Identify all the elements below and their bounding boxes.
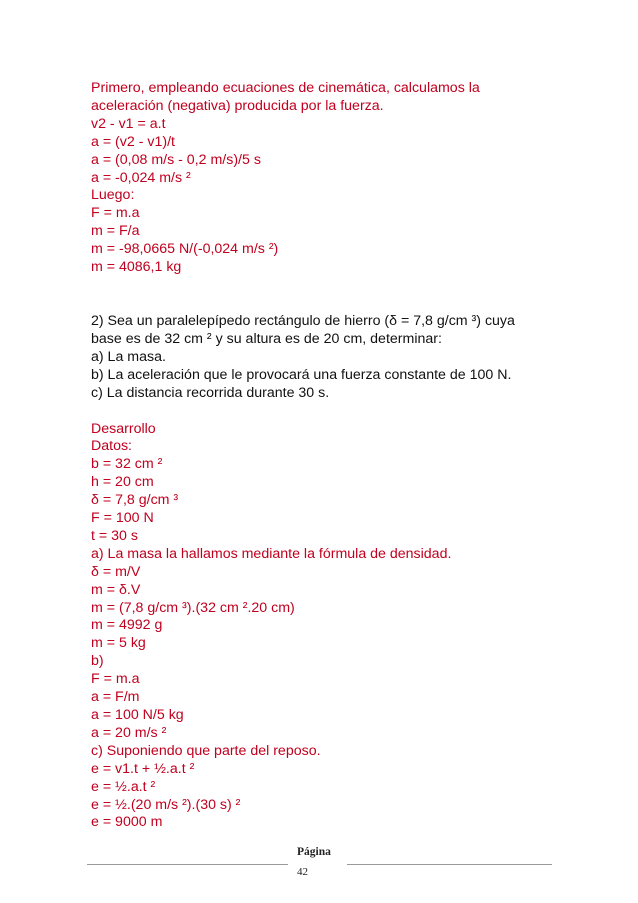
problem-line: base es de 32 cm ² y su altura es de 20 cm, determinar: <box>91 330 442 347</box>
problem-line: b) La aceleración que le provocará una fuerza constante de 100 N. <box>91 366 512 383</box>
equation-line: e = ½.a.t ² <box>91 778 156 795</box>
footer-page-label: Página <box>297 846 331 858</box>
equation-line: m = δ.V <box>91 581 141 598</box>
equation-line: m = 4086,1 kg <box>91 259 182 276</box>
equation-line: v2 - v1 = a.t <box>91 115 166 132</box>
equation-line: m = 5 kg <box>91 635 146 652</box>
equation-line: a = 100 N/5 kg <box>91 707 184 723</box>
equation-line: t = 30 s <box>91 527 138 544</box>
text-line: a) La masa la hallamos mediante la fórmula de densidad. <box>91 545 452 562</box>
equation-line: a = (0,08 m/s - 0,2 m/s)/5 s <box>91 151 261 168</box>
equation-line: F = m.a <box>91 205 140 222</box>
equation-line: b = 32 cm ² <box>91 456 163 473</box>
equation-line: F = m.a <box>91 671 140 688</box>
problem-line: c) La distancia recorrida durante 30 s. <box>91 384 330 401</box>
document-body <box>91 80 561 832</box>
equation-line: F = 100 N <box>91 510 154 527</box>
equation-line: m = 4992 g <box>91 617 163 634</box>
problem-line: a) La masa. <box>91 348 166 365</box>
text-line: Luego: <box>91 187 135 204</box>
equation-line: a = (v2 - v1)/t <box>91 133 175 150</box>
footer-divider-left <box>87 864 288 865</box>
equation-line: a = 20 m/s ² <box>91 724 167 741</box>
equation-line: δ = m/V <box>91 563 141 580</box>
equation-line: m = -98,0665 N/(-0,024 m/s ²) <box>91 241 279 258</box>
problem-statement <box>91 313 561 403</box>
footer-divider-right <box>347 864 552 865</box>
data-heading: Datos: <box>91 438 133 455</box>
equation-line: m = (7,8 g/cm ³).(32 cm ².20 cm) <box>91 599 295 616</box>
equation-line: e = v1.t + ½.a.t ² <box>91 760 195 777</box>
equation-line: a = -0,024 m/s ² <box>91 169 191 186</box>
solution-heading: Desarrollo <box>91 420 156 437</box>
solution-section <box>91 421 561 833</box>
text-line: Primero, empleando ecuaciones de cinemática, calculamos la <box>91 80 480 96</box>
equation-line: h = 20 cm <box>91 474 154 491</box>
text-line: b) <box>91 653 104 670</box>
footer-page-number: 42 <box>297 866 308 878</box>
text-line: c) Suponiendo que parte del reposo. <box>91 742 321 759</box>
text-line: aceleración (negativa) producida por la fuerza. <box>91 97 384 114</box>
equation-line: e = ½.(20 m/s ²).(30 s) ² <box>91 796 241 813</box>
problem-line: 2) Sea un paralelepípedo rectángulo de hierro (δ = 7,8 g/cm ³) cuya <box>91 312 515 329</box>
equation-line: δ = 7,8 g/cm ³ <box>91 492 179 509</box>
equation-line: m = F/a <box>91 223 140 240</box>
equation-line: e = 9000 m <box>91 814 163 831</box>
equation-line: a = F/m <box>91 689 140 706</box>
section-kinematics <box>91 80 561 277</box>
